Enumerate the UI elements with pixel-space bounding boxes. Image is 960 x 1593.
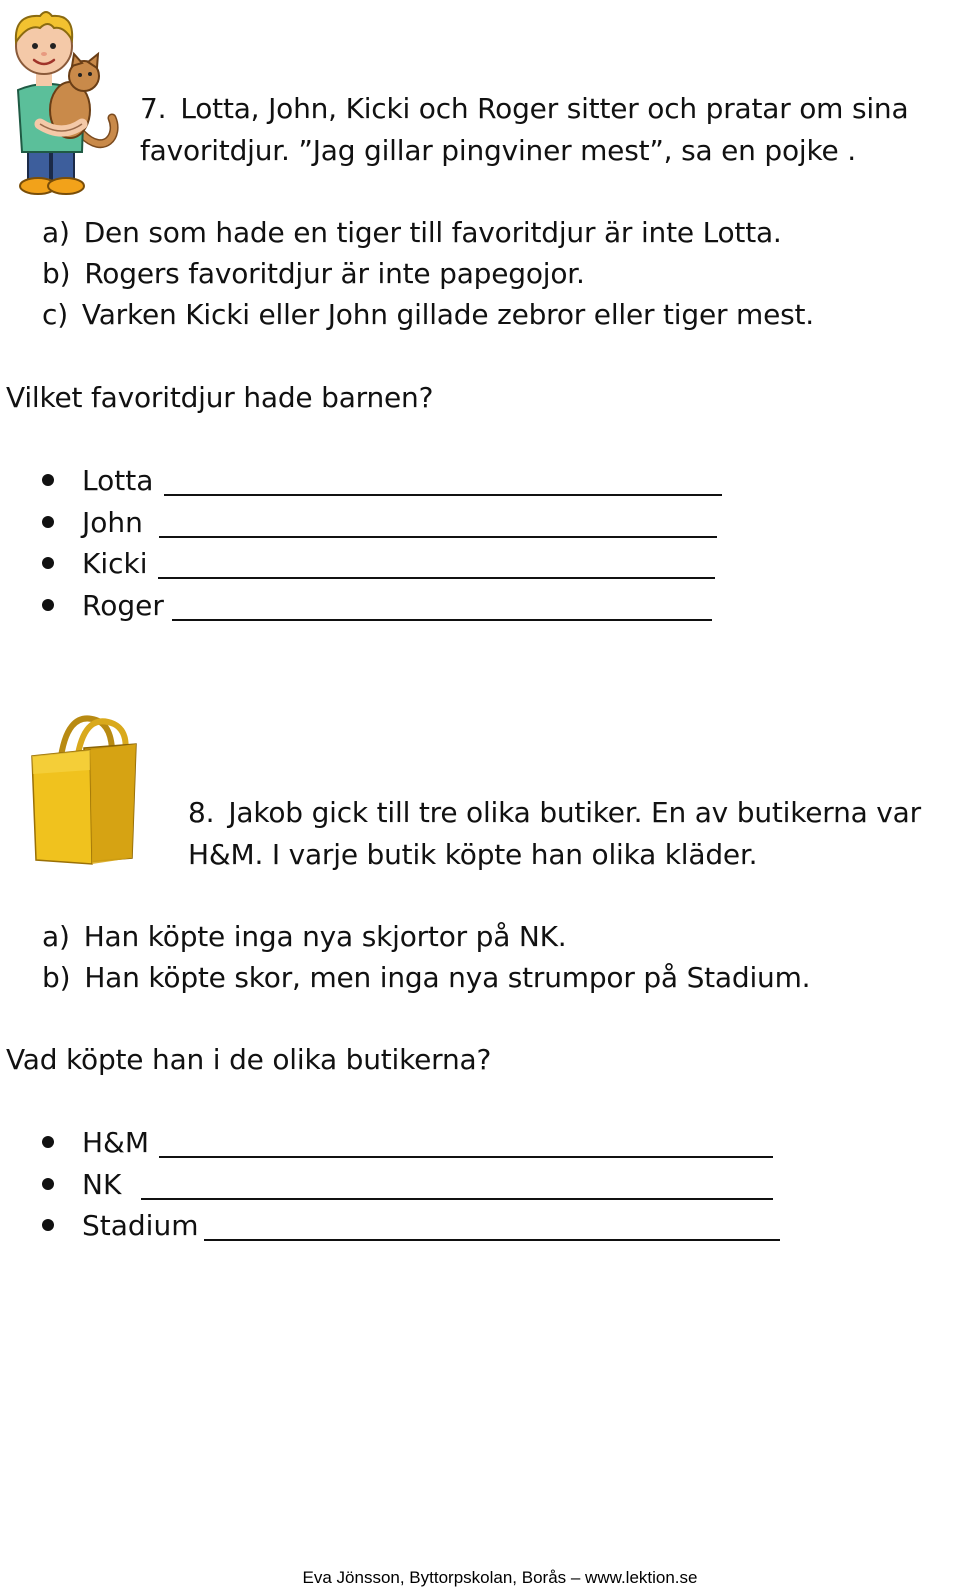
answer-blank-line[interactable]: [159, 536, 717, 538]
bullet-icon: [42, 599, 54, 611]
answer-blank-line[interactable]: [158, 577, 715, 579]
clue-letter: a): [42, 920, 70, 953]
shopping-bag-illustration: [26, 712, 142, 866]
answer-label: Kicki: [82, 547, 148, 580]
answer-row-lotta: [42, 464, 742, 500]
answer-row-nk: [42, 1168, 802, 1204]
bullet-icon: [42, 474, 54, 486]
task7-number: 7.: [140, 92, 167, 125]
answer-blank-line[interactable]: [141, 1198, 773, 1200]
answer-label: Roger: [82, 589, 164, 622]
answer-label: Stadium: [82, 1209, 199, 1242]
task7-clue-a: [42, 216, 782, 250]
clue-letter: c): [42, 298, 68, 331]
bullet-icon: [42, 1219, 54, 1231]
answer-blank-line[interactable]: [172, 619, 712, 621]
clue-letter: b): [42, 961, 71, 994]
answer-row-stadium: [42, 1209, 802, 1245]
answer-row-john: [42, 506, 742, 542]
page-footer: Eva Jönsson, Byttorpskolan, Borås – www.lektion.se: [302, 1568, 698, 1587]
clue-text: Rogers favoritdjur är inte papegojor.: [84, 257, 585, 290]
bullet-icon: [42, 516, 54, 528]
task7-clue-c: [42, 298, 814, 332]
answer-blank-line[interactable]: [159, 1156, 773, 1158]
clue-letter: b): [42, 257, 71, 290]
answer-label: H&M: [82, 1126, 150, 1159]
task8-intro-line2: H&M. I varje butik köpte han olika kläder.: [188, 838, 758, 871]
task8-clue-a: [42, 920, 567, 954]
task8-intro-text1: Jakob gick till tre olika butiker. En av butikerna var: [228, 796, 921, 829]
clue-text: Han köpte skor, men inga nya strumpor på Stadium.: [84, 961, 811, 994]
clue-letter: a): [42, 216, 70, 249]
task8-number: 8.: [188, 796, 215, 829]
clue-text: Varken Kicki eller John gillade zebror eller tiger mest.: [81, 298, 814, 331]
answer-label: John: [82, 506, 143, 539]
bullet-icon: [42, 1178, 54, 1190]
task8-intro-line1: [188, 796, 921, 830]
boy-with-cat-illustration: [4, 6, 120, 196]
task7-intro-line1: [140, 92, 908, 126]
clue-text: Den som hade en tiger till favoritdjur är inte Lotta.: [83, 216, 782, 249]
task7-intro-line2: favoritdjur. ”Jag gillar pingviner mest”, sa en pojke .: [140, 134, 856, 167]
bullet-icon: [42, 557, 54, 569]
answer-blank-line[interactable]: [204, 1239, 780, 1241]
task8-question: Vad köpte han i de olika butikerna?: [6, 1043, 492, 1076]
answer-blank-line[interactable]: [164, 494, 722, 496]
clue-text: Han köpte inga nya skjortor på NK.: [83, 920, 567, 953]
task7-clue-b: [42, 257, 585, 291]
answer-row-hm: [42, 1126, 802, 1162]
task7-question: Vilket favoritdjur hade barnen?: [6, 381, 434, 414]
answer-row-kicki: [42, 547, 742, 583]
task8-clue-b: [42, 961, 810, 995]
answer-label: Lotta: [82, 464, 154, 497]
answer-row-roger: [42, 589, 742, 625]
answer-label: NK: [82, 1168, 122, 1201]
task7-intro-text1: Lotta, John, Kicki och Roger sitter och pratar om sina: [180, 92, 909, 125]
bullet-icon: [42, 1136, 54, 1148]
